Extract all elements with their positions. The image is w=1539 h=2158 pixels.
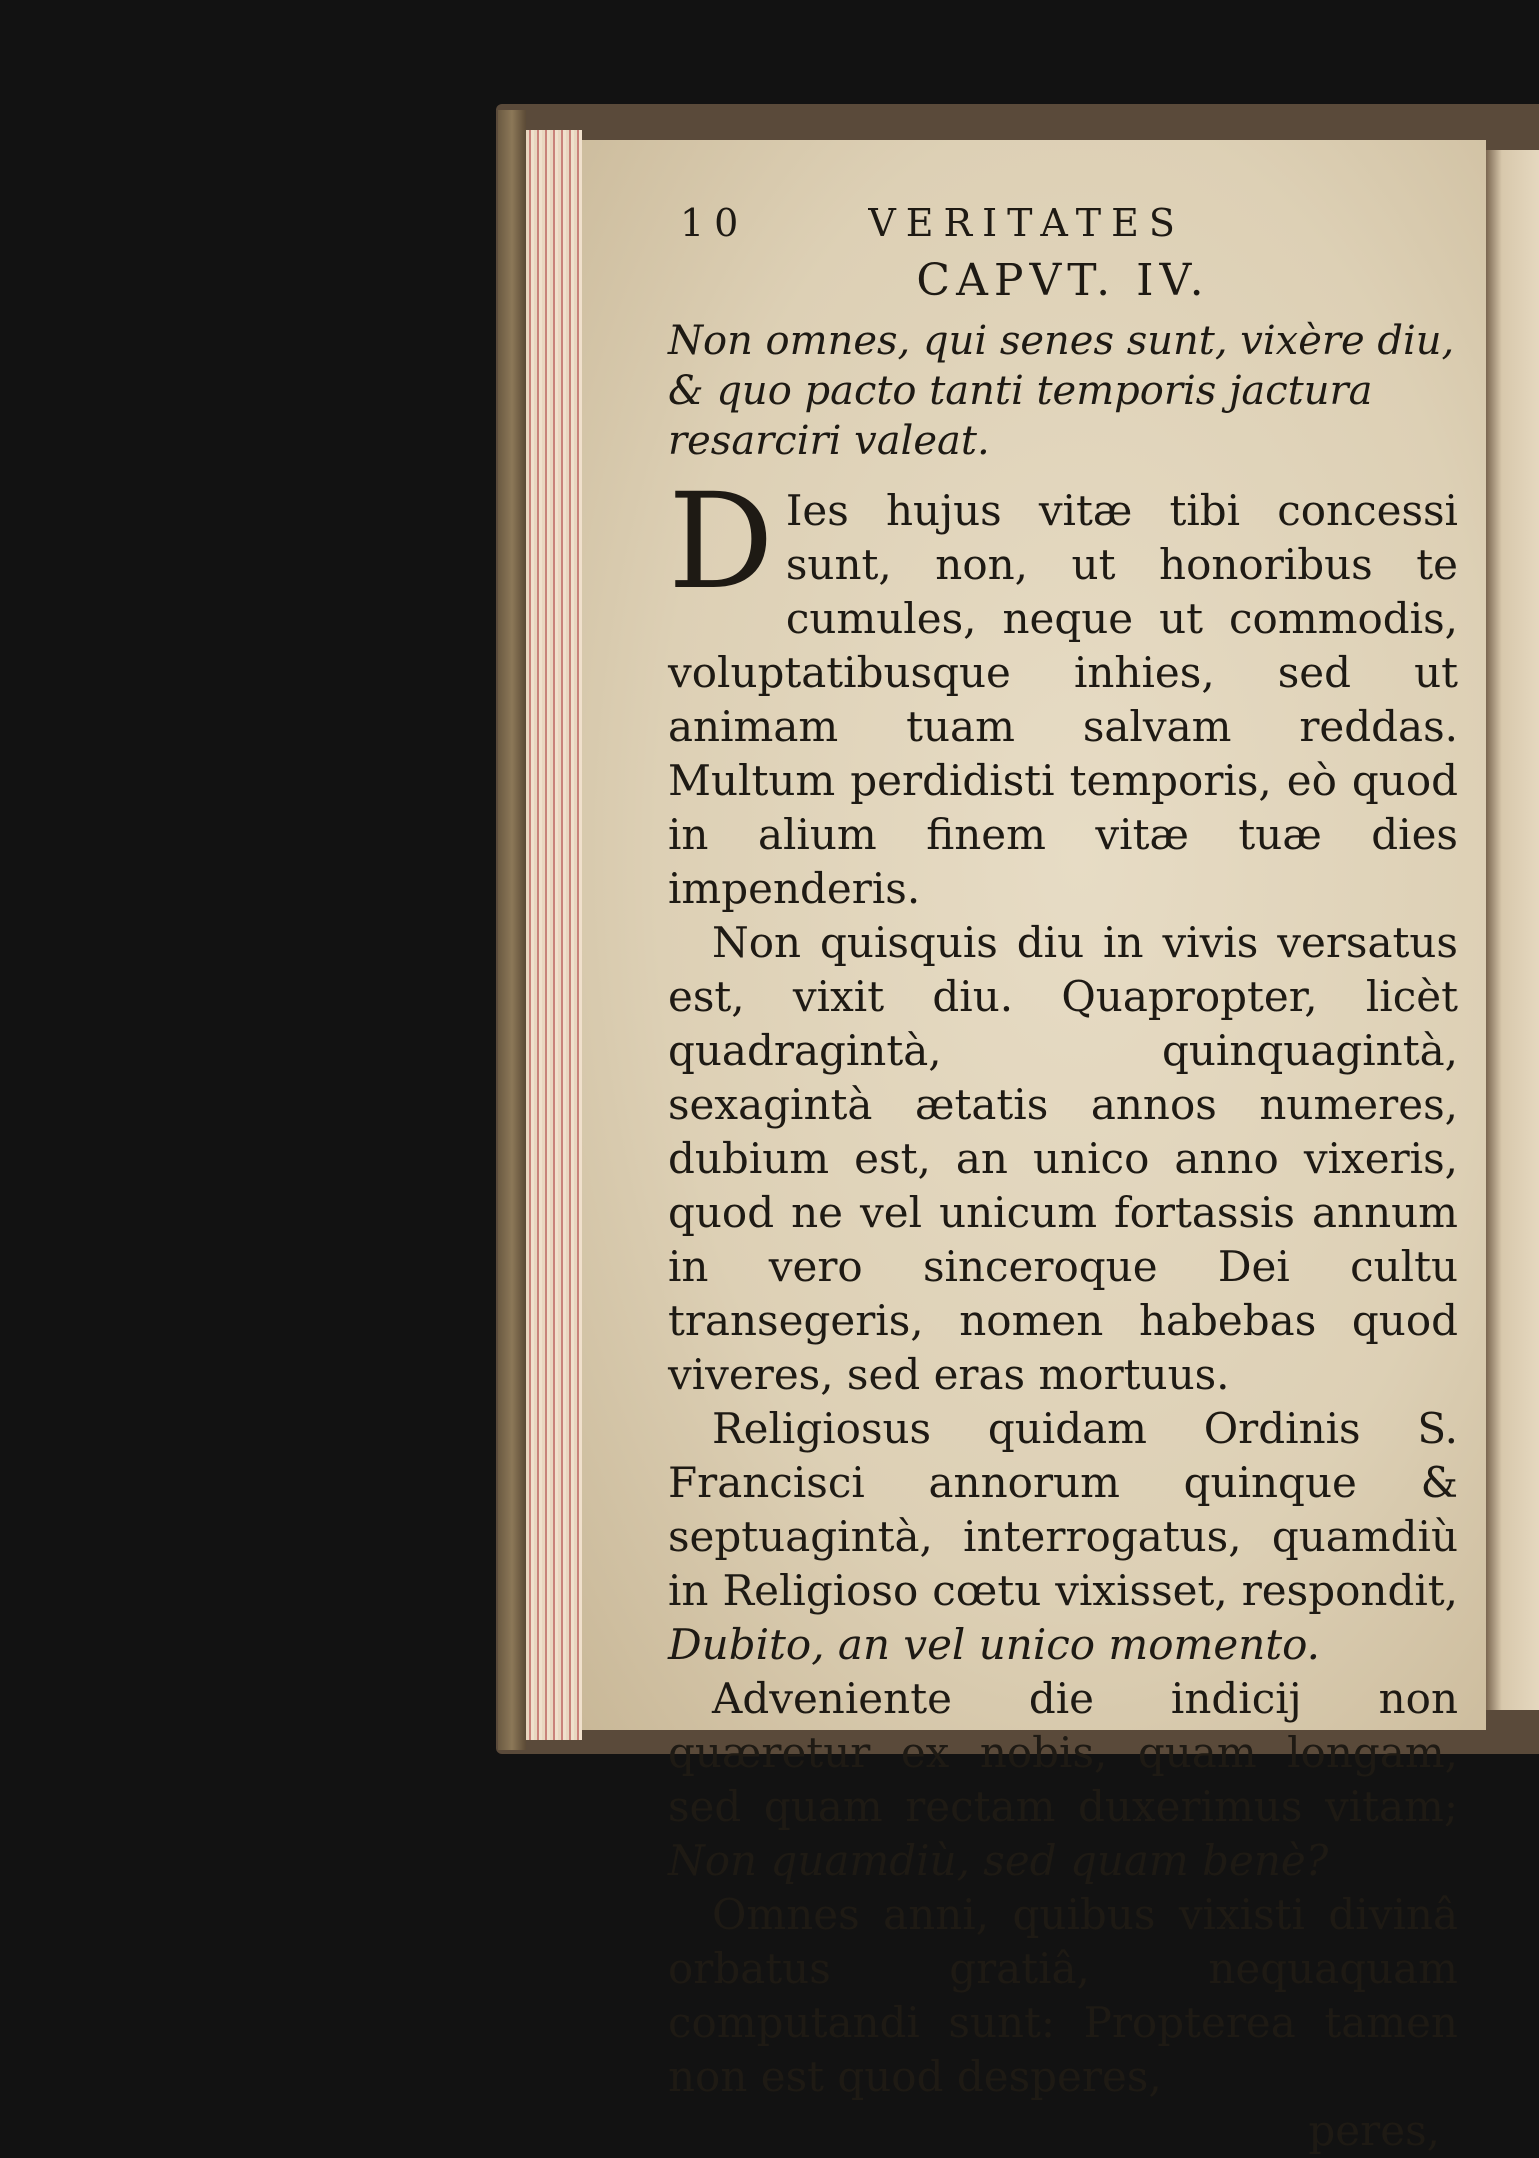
page-text (668, 196, 1458, 2158)
paragraph-3 (668, 1402, 1458, 1672)
running-head: VERITATES (868, 201, 1185, 245)
paragraph-4-quote: Non quamdiù, sed quam benè? (668, 1836, 1329, 1885)
book-spine (498, 110, 526, 1750)
paragraph-4-text: Adveniente die indicij non quæretur ex nobis, quam longam, sed quam rectam duxerimus vitam; (668, 1674, 1458, 1831)
paragraph-5: Omnes anni, quibus vixisti divinâ orbatus gratiâ, nequaquam computandi sunt: Propterea tamen non est quod desperes, (668, 1890, 1458, 2101)
drop-cap: D (668, 465, 774, 619)
paragraph-2: Non quisquis diu in vivis versatus est, vixit diu. Quapropter, licèt quadragintà, quinquagintà, sexagintà ætatis annos numeres, dubium est, an unico anno vixeris, quod ne vel unicum fortassis annum in vero sinceroque Dei cultu transegeris, nomen habebas quod viveres, sed eras mortuus. (668, 918, 1458, 1399)
paragraph-4 (668, 1672, 1458, 1888)
facing-page-edge (1486, 150, 1539, 1710)
catchword: peres, (1308, 2106, 1440, 2155)
paragraph-3-text: Religiosus quidam Ordinis S. Francisci annorum quinque & septuagintà, interrogatus, quamdiù in Religioso cœtu vixisset, respondit, (668, 1404, 1458, 1615)
chapter-subtitle: Non omnes, qui senes sunt, vixère diu, & quo pacto tanti temporis jactura resarciri valeat. (668, 318, 1455, 464)
page-edges (526, 130, 582, 1740)
chapter-title: CAPVT. IV. (916, 255, 1210, 306)
paragraph-1 (668, 465, 1458, 916)
paragraph-3-quote: Dubito, an vel unico momento. (668, 1620, 1321, 1669)
page-number: 10 (680, 201, 749, 245)
paragraph-1-text: Ies hujus vitæ tibi concessi sunt, non, ut honoribus te cumules, neque ut commodis, voluptatibusque inhies, sed ut animam tuam salvam reddas. Multum perdidisti temporis, eò quod in alium finem vitæ tuæ dies impenderis. (668, 486, 1458, 913)
page-header (680, 196, 1458, 250)
